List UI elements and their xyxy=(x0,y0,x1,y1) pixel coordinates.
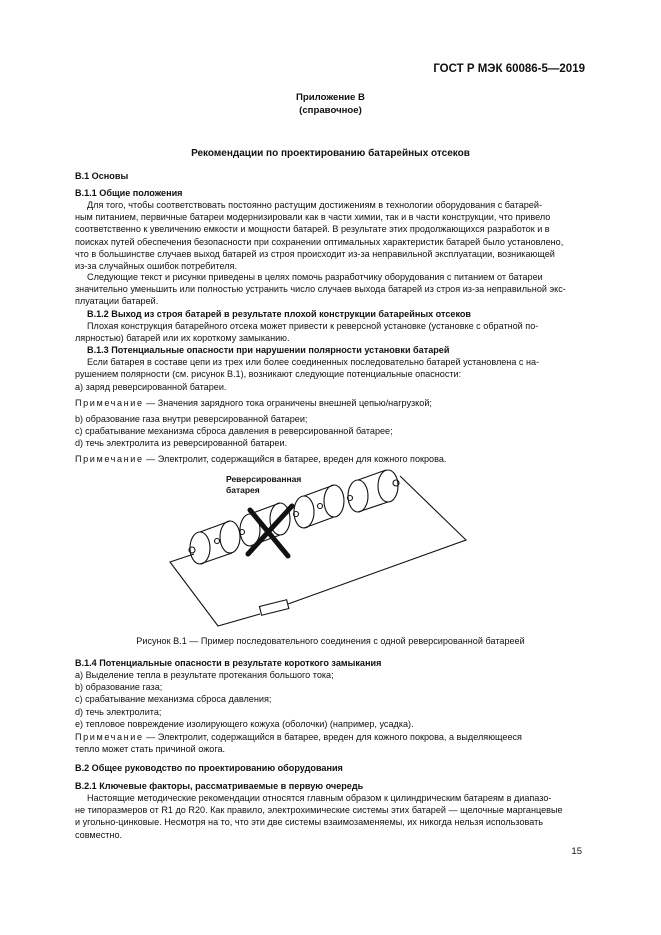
paragraph-1 xyxy=(75,199,582,272)
text-line: не типоразмеров от R1 до R20. Как правило, электрохимические системы этих батарей — щелочные марганцевые xyxy=(75,805,563,816)
circuit-wire-left xyxy=(170,554,260,626)
text-line: поисках путей обеспечения безопасности при сохранении оптимальных характеристик батарей было установлено, xyxy=(75,236,564,247)
section-b13-heading: В.1.3 Потенциальные опасности при нарушении полярности установки батарей xyxy=(87,345,450,355)
section-b14-heading: В.1.4 Потенциальные опасности в результате короткого замыкания xyxy=(75,658,382,668)
circuit-wire-right xyxy=(288,476,466,604)
note-2 xyxy=(75,453,582,465)
text-line: рушением полярности (см. рисунок В.1), возникают следующие потенциальные опасности: xyxy=(75,369,462,380)
section-b21-heading: В.2.1 Ключевые факторы, рассматриваемые в первую очередь xyxy=(75,781,364,791)
battery-4 xyxy=(348,470,400,512)
text-line: Следующие текст и рисунки приведены в целях помочь разработчику оборудования с питанием от батареи xyxy=(87,272,543,282)
standard-designation: ГОСТ Р МЭК 60086-5—2019 xyxy=(433,63,585,75)
list-item: a) заряд реверсированной батареи. xyxy=(75,382,227,392)
text-line: плуатации батарей. xyxy=(75,296,159,307)
list-2 xyxy=(75,413,582,450)
list-item: a) Выделение тепла в результате протекания большого тока; xyxy=(75,670,334,680)
list-item: d) течь электролита из реверсированной батареи. xyxy=(75,438,288,449)
list-3 xyxy=(75,669,582,730)
list-item: e) тепловое повреждение изолирующего кожуха (оболочки) (например, усадка). xyxy=(75,718,414,729)
reversed-battery-label-2: батарея xyxy=(226,485,260,495)
note-text: — Электролит, содержащийся в батарее, вреден для кожного покрова. xyxy=(143,454,447,464)
note-label: Примечание xyxy=(75,454,144,464)
note-text-cont: тепло может стать причиной ожога. xyxy=(75,744,226,755)
list-item: c) срабатывание механизма сброса давления; xyxy=(75,694,272,705)
text-line: совместно. xyxy=(75,829,123,840)
note-label: Примечание xyxy=(75,732,144,742)
paragraph-2 xyxy=(75,271,582,308)
resistor xyxy=(259,600,288,616)
note-label: Примечание xyxy=(75,398,144,408)
text-line: Если батарея в составе цепи из трех или более соединенных последовательно батарей установлена с на- xyxy=(87,357,540,367)
text-line: ным питанием, первичные батареи модернизировали как в части химии, так и в части конструкции, что привело xyxy=(75,212,551,223)
list-item: c) срабатывание механизма сброса давления в реверсированной батарее; xyxy=(75,426,393,437)
text-line: лярностью) батарей или их короткому замыканию. xyxy=(75,333,290,344)
text-line: соответственно к увеличению емкости и мощности батарей. В результате этих продолжающихся разработок и в xyxy=(75,224,550,235)
text-line: и угольно-цинковые. Несмотря на то, что эти две системы взаимозаменяемы, их никогда нельзя использовать xyxy=(75,817,543,828)
text-line: Настоящие методические рекомендации относятся главным образом к цилиндрическим батареям в диапазо- xyxy=(87,793,552,803)
note-3 xyxy=(75,731,582,755)
paragraph-3 xyxy=(75,320,582,344)
main-title: Рекомендации по проектированию батарейных отсеков xyxy=(191,148,470,159)
page-number: 15 xyxy=(571,846,582,857)
appendix-kind: (справочное) xyxy=(299,105,362,116)
text-line: значительно уменьшить или полностью устранить число случаев выхода батарей из строя из-за неправильной экс- xyxy=(75,284,566,295)
text-line: Для того, чтобы соответствовать постоянно растущим достижениям в технологии оборудования с батарей- xyxy=(87,200,542,210)
figure-caption: Рисунок В.1 — Пример последовательного соединения с одной реверсированной батареей xyxy=(136,636,525,646)
section-b2-heading: В.2 Общее руководство по проектированию оборудования xyxy=(75,763,343,773)
note-text: — Электролит, содержащийся в батарее, вреден для кожного покрова, а выделяющееся xyxy=(143,732,522,742)
note-1 xyxy=(75,397,582,409)
list-item: b) образование газа; xyxy=(75,682,163,693)
text-line: из-за случайных ошибок потребителя. xyxy=(75,261,237,272)
text-line: что в большинстве случаев выход батарей из строя происходит из-за неправильной эксплуатации, возникающей xyxy=(75,248,555,259)
appendix-title: Приложение В xyxy=(296,92,365,103)
paragraph-5 xyxy=(75,792,582,841)
paragraph-4 xyxy=(75,356,582,380)
list-item: d) течь электролита; xyxy=(75,706,162,717)
list-item: b) образование газа внутри реверсированной батареи; xyxy=(75,414,308,424)
reversed-battery-label-1: Реверсированная xyxy=(226,474,302,484)
series-connection-figure xyxy=(148,466,488,636)
section-b1-heading: В.1 Основы xyxy=(75,171,129,181)
section-b12-heading: В.1.2 Выход из строя батарей в результате плохой конструкции батарейных отсеков xyxy=(87,309,472,319)
note-text: — Значения зарядного тока ограничены внешней цепью/нагрузкой; xyxy=(143,398,432,408)
battery-1 xyxy=(189,521,240,564)
section-b11-heading: В.1.1 Общие положения xyxy=(75,188,183,198)
text-line: Плохая конструкция батарейного отсека может привести к реверсной установке (установке с обратной по- xyxy=(87,321,539,331)
battery-3 xyxy=(294,485,345,528)
cross-mark-icon xyxy=(248,506,292,556)
